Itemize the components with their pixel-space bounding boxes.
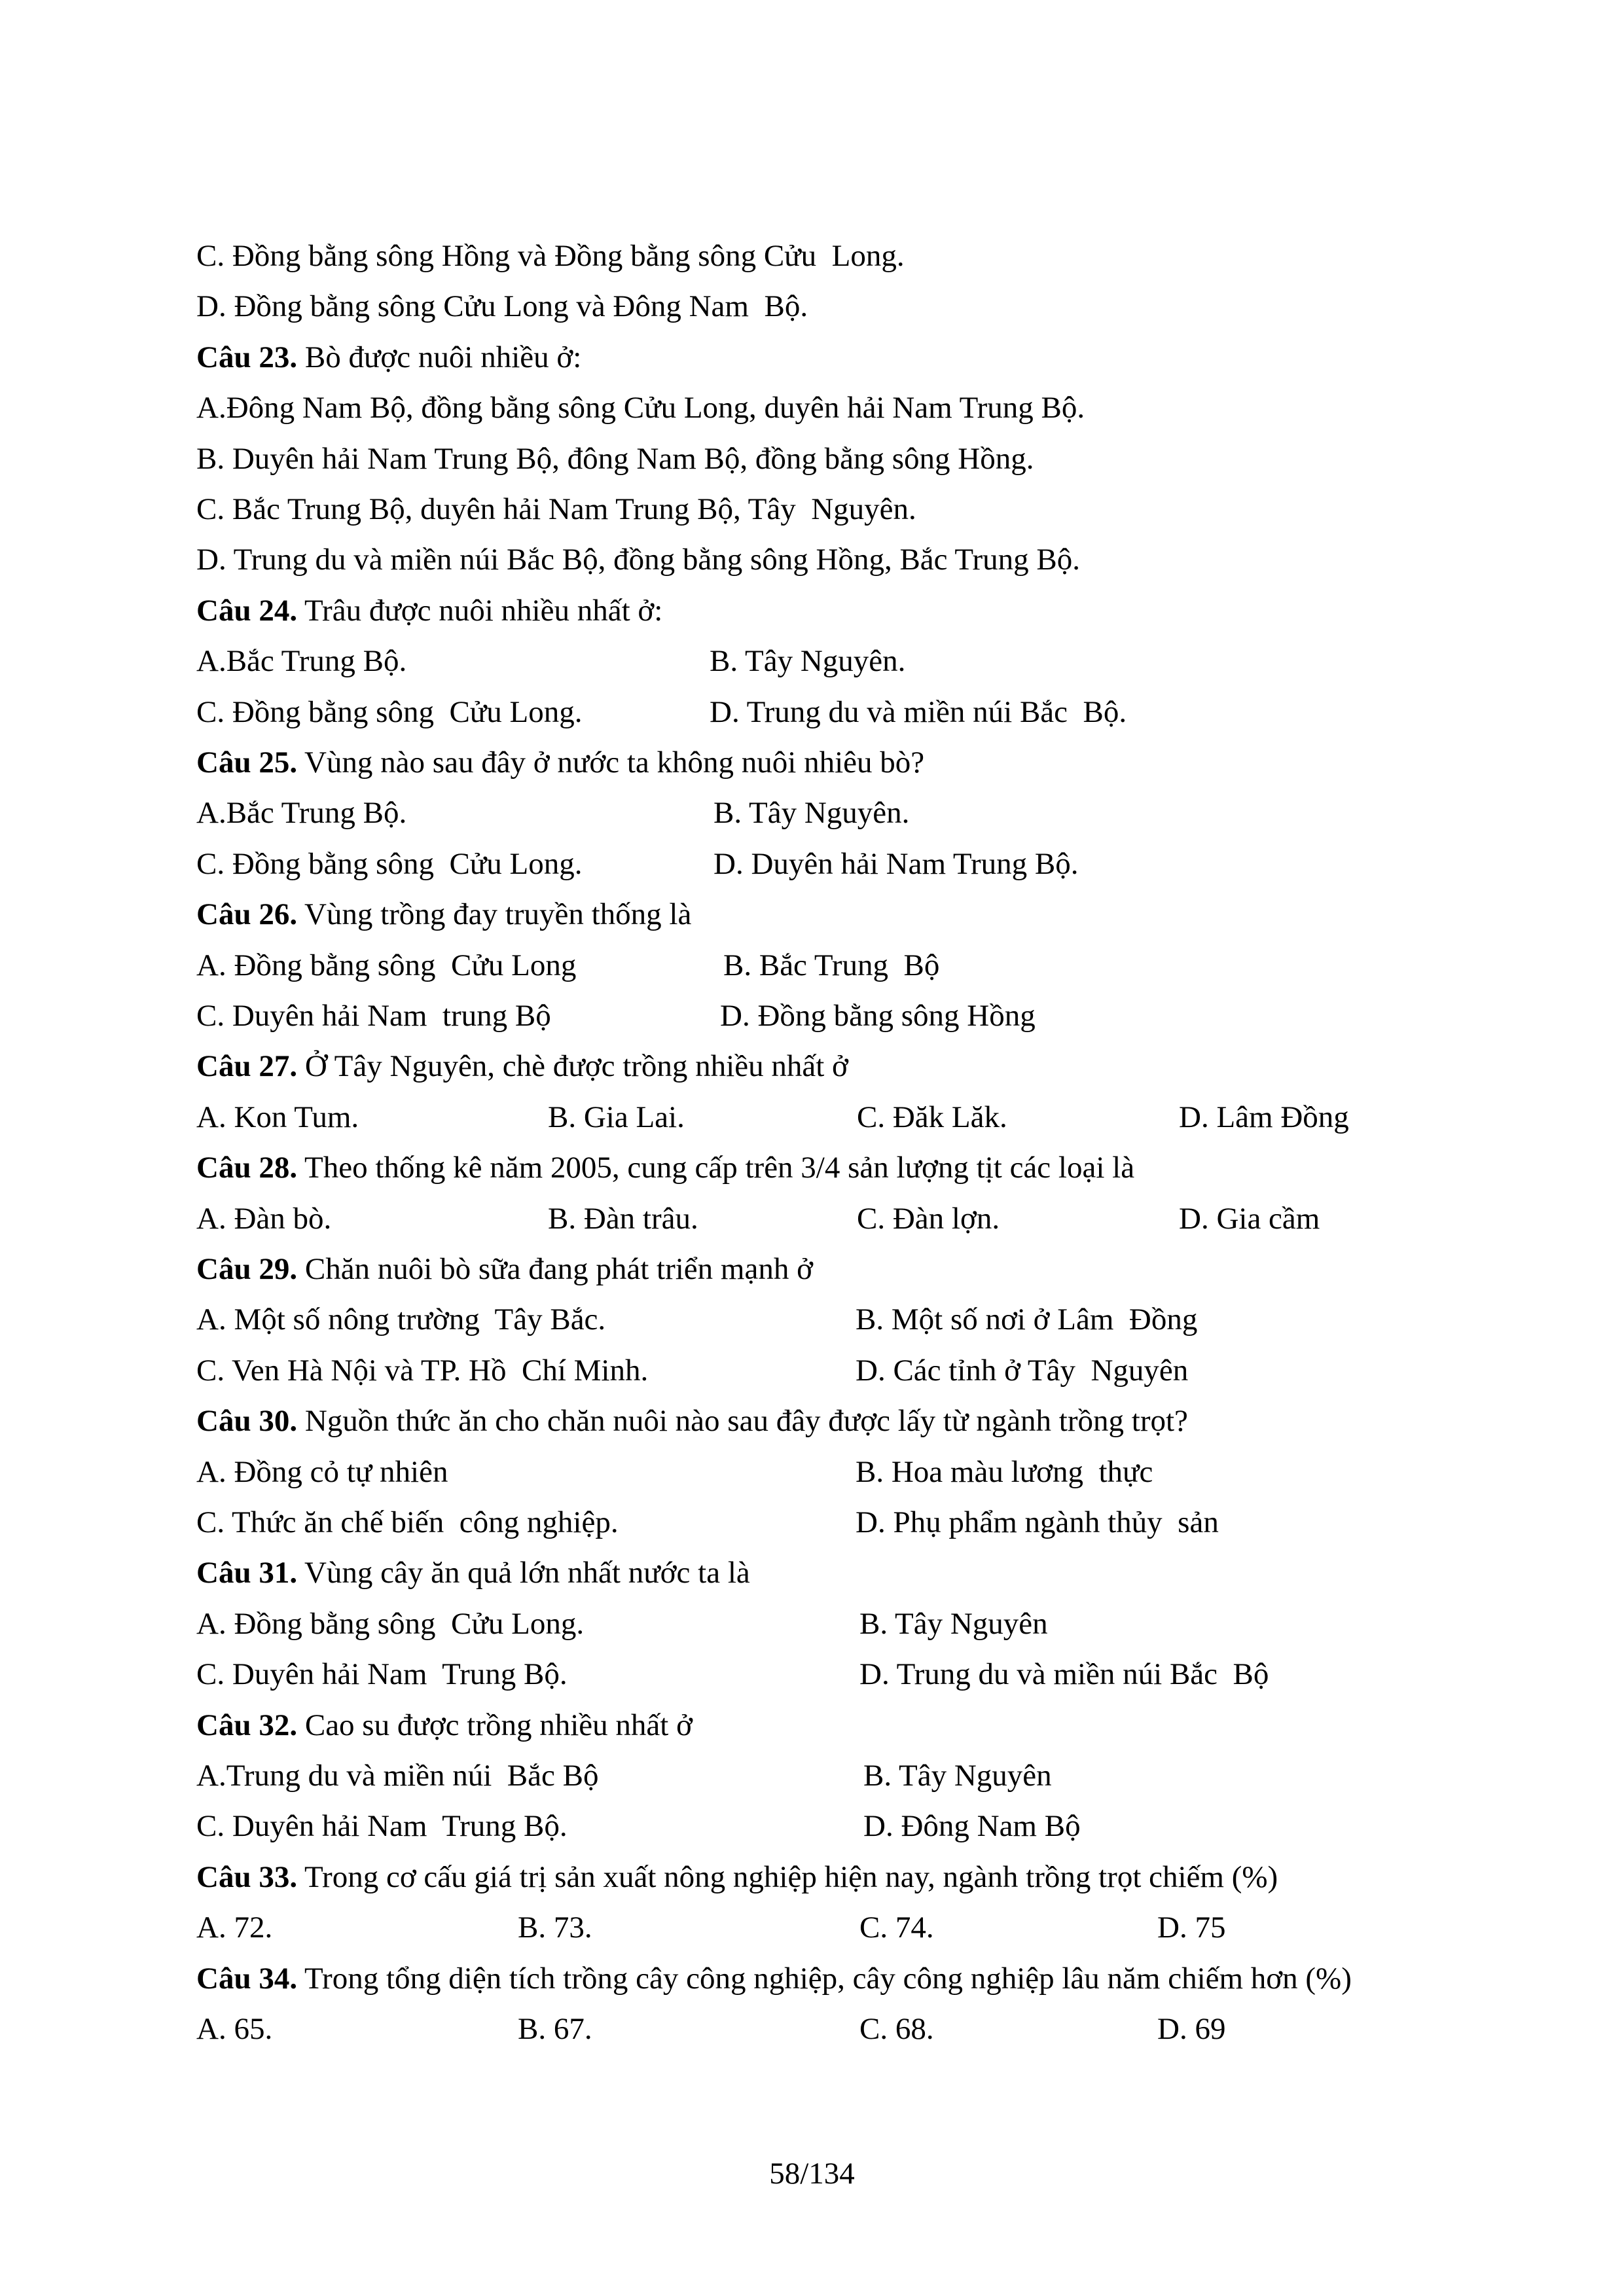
text-segment: D. Trung du và miền núi Bắc Bộ, đồng bằng sông Hồng, Bắc Trung Bộ. xyxy=(196,543,1080,577)
text-segment: A. Đồng bằng sông Cửu Long. xyxy=(196,1606,585,1641)
text-segment: C. Đồng bằng sông Hồng và Đồng bằng sông Cửu Long. xyxy=(196,239,905,273)
text-segment: D. Trung du và miền núi Bắc Bộ. xyxy=(710,694,1127,729)
option-line xyxy=(196,2003,1585,2054)
question-line xyxy=(196,332,1585,383)
text-segment: C. Đồng bằng sông Cửu Long. xyxy=(196,846,583,881)
text-segment: B. 67. xyxy=(518,2012,592,2046)
question-number-label: Câu 33. xyxy=(196,1859,298,1894)
question-number-label: Câu 29. xyxy=(196,1252,298,1286)
option-line xyxy=(196,1750,1585,1801)
text-segment: D. Phụ phẩm ngành thủy sản xyxy=(856,1505,1219,1539)
question-line xyxy=(196,889,1585,940)
option-line xyxy=(196,484,1585,535)
text-segment: C. Ven Hà Nội và TP. Hồ Chí Minh. xyxy=(196,1353,649,1388)
option-line xyxy=(196,1902,1585,1953)
question-line xyxy=(196,1547,1585,1598)
text-segment: A.Trung du và miền núi Bắc Bộ xyxy=(196,1759,599,1793)
text-segment: Nguồn thức ăn cho chăn nuôi nào sau đây được lấy từ ngành trồng trọt? xyxy=(297,1404,1188,1439)
text-segment: C. Đăk Lăk. xyxy=(857,1100,1007,1134)
text-segment: C. Bắc Trung Bộ, duyên hải Nam Trung Bộ, Tây Nguyên. xyxy=(196,492,916,526)
option-line xyxy=(196,687,1585,738)
text-segment: B. Duyên hải Nam Trung Bộ, đông Nam Bộ, đồng bằng sông Hồng. xyxy=(196,441,1034,476)
text-segment: B. Tây Nguyên xyxy=(859,1606,1048,1641)
question-line xyxy=(196,1142,1585,1193)
text-segment: C. 74. xyxy=(859,1910,934,1945)
question-line xyxy=(196,1953,1585,2004)
question-number-label: Câu 27. xyxy=(196,1049,298,1084)
text-segment: D. Trung du và miền núi Bắc Bộ xyxy=(859,1657,1269,1692)
text-segment: C. Đàn lợn. xyxy=(857,1201,1000,1236)
question-number-label: Câu 25. xyxy=(196,745,298,780)
option-line xyxy=(196,534,1585,585)
text-segment: C. Duyên hải Nam Trung Bộ. xyxy=(196,1657,568,1692)
text-segment: A. Đồng cỏ tự nhiên xyxy=(196,1454,448,1489)
option-line xyxy=(196,787,1585,838)
text-segment: D. Đồng bằng sông Cửu Long và Đông Nam Bộ. xyxy=(196,289,808,324)
text-segment: Trong tổng diện tích trồng cây công nghiệp, cây công nghiệp lâu năm chiếm hơn (%) xyxy=(297,1961,1352,1996)
text-segment: D. 69 xyxy=(1157,2012,1226,2046)
text-segment: C. Duyên hải Nam trung Bộ xyxy=(196,999,551,1033)
question-line xyxy=(196,585,1585,636)
option-line xyxy=(196,1092,1585,1143)
question-number-label: Câu 24. xyxy=(196,593,298,628)
text-segment: Vùng nào sau đây ở nước ta không nuôi nhiêu bò? xyxy=(297,745,925,780)
question-number-label: Câu 26. xyxy=(196,897,298,932)
text-segment: D. Đồng bằng sông Hồng xyxy=(720,999,1036,1033)
text-segment: C. Thức ăn chế biến công nghiệp. xyxy=(196,1505,619,1539)
page-number: 58/134 xyxy=(769,2157,855,2191)
text-segment: A. 65. xyxy=(196,2012,273,2046)
text-segment: Trong cơ cấu giá trị sản xuất nông nghiệp hiện nay, ngành trồng trọt chiếm (%) xyxy=(297,1859,1278,1894)
option-line xyxy=(196,838,1585,889)
text-segment: B. Bắc Trung Bộ xyxy=(723,948,940,982)
question-line xyxy=(196,1852,1585,1903)
text-segment: D. Đông Nam Bộ xyxy=(863,1809,1081,1844)
option-line xyxy=(196,990,1585,1041)
text-segment: B. Đàn trâu. xyxy=(548,1201,698,1236)
option-line xyxy=(196,230,1585,281)
text-segment: Ở Tây Nguyên, chè được trồng nhiều nhất ở xyxy=(297,1049,848,1084)
option-line xyxy=(196,1345,1585,1396)
text-segment: Chăn nuôi bò sữa đang phát triển mạnh ở xyxy=(297,1252,813,1286)
text-segment: A. Đồng bằng sông Cửu Long xyxy=(196,948,577,982)
question-line xyxy=(196,1700,1585,1751)
text-segment: B. Một số nơi ở Lâm Đồng xyxy=(856,1302,1198,1337)
text-segment: B. Hoa màu lương thực xyxy=(856,1454,1153,1489)
text-segment: A.Bắc Trung Bộ. xyxy=(196,644,407,679)
text-segment: Cao su được trồng nhiều nhất ở xyxy=(297,1708,693,1742)
text-segment: D. Các tỉnh ở Tây Nguyên xyxy=(856,1353,1189,1388)
option-line xyxy=(196,1598,1585,1649)
text-segment: A. Một số nông trường Tây Bắc. xyxy=(196,1302,606,1337)
text-segment: A. 72. xyxy=(196,1910,273,1945)
option-line xyxy=(196,636,1585,687)
text-segment: B. Tây Nguyên. xyxy=(713,796,910,831)
text-segment: A. Kon Tum. xyxy=(196,1100,359,1134)
text-segment: D. Duyên hải Nam Trung Bộ. xyxy=(713,846,1079,881)
question-line xyxy=(196,1041,1585,1092)
option-line xyxy=(196,1193,1585,1244)
text-segment: C. 68. xyxy=(859,2012,934,2046)
text-segment: Trâu được nuôi nhiều nhất ở: xyxy=(297,593,663,628)
question-number-label: Câu 31. xyxy=(196,1556,298,1590)
option-line xyxy=(196,1497,1585,1548)
question-line xyxy=(196,1244,1585,1295)
option-line xyxy=(196,1294,1585,1345)
option-line xyxy=(196,940,1585,991)
text-segment: A.Đông Nam Bộ, đồng bằng sông Cửu Long, duyên hải Nam Trung Bộ. xyxy=(196,391,1085,425)
text-segment: D. Lâm Đồng xyxy=(1179,1100,1349,1134)
option-line xyxy=(196,281,1585,332)
question-number-label: Câu 30. xyxy=(196,1404,298,1439)
option-line xyxy=(196,1801,1585,1852)
text-segment: Theo thống kê năm 2005, cung cấp trên 3/4 sản lượng tịt các loại là xyxy=(297,1151,1135,1185)
question-number-label: Câu 32. xyxy=(196,1708,298,1742)
option-line xyxy=(196,382,1585,433)
option-line xyxy=(196,1649,1585,1700)
question-number-label: Câu 34. xyxy=(196,1961,298,1996)
text-segment: Bò được nuôi nhiều ở: xyxy=(297,340,582,374)
text-segment: Vùng cây ăn quả lớn nhất nước ta là xyxy=(297,1556,750,1590)
text-segment: B. Tây Nguyên. xyxy=(710,644,906,679)
text-segment: Vùng trồng đay truyền thống là xyxy=(297,897,692,932)
question-line xyxy=(196,1395,1585,1446)
text-segment: C. Đồng bằng sông Cửu Long. xyxy=(196,694,583,729)
text-segment: D. 75 xyxy=(1157,1910,1226,1945)
text-segment: B. Tây Nguyên xyxy=(863,1759,1052,1793)
option-line xyxy=(196,1446,1585,1498)
text-segment: A. Đàn bò. xyxy=(196,1201,332,1236)
text-segment: B. 73. xyxy=(518,1910,592,1945)
option-line xyxy=(196,433,1585,484)
text-segment: D. Gia cầm xyxy=(1179,1201,1320,1236)
text-segment: C. Duyên hải Nam Trung Bộ. xyxy=(196,1809,568,1844)
question-line xyxy=(196,737,1585,788)
text-segment: A.Bắc Trung Bộ. xyxy=(196,796,407,831)
question-number-label: Câu 23. xyxy=(196,340,298,374)
text-segment: B. Gia Lai. xyxy=(548,1100,685,1134)
question-number-label: Câu 28. xyxy=(196,1151,298,1185)
